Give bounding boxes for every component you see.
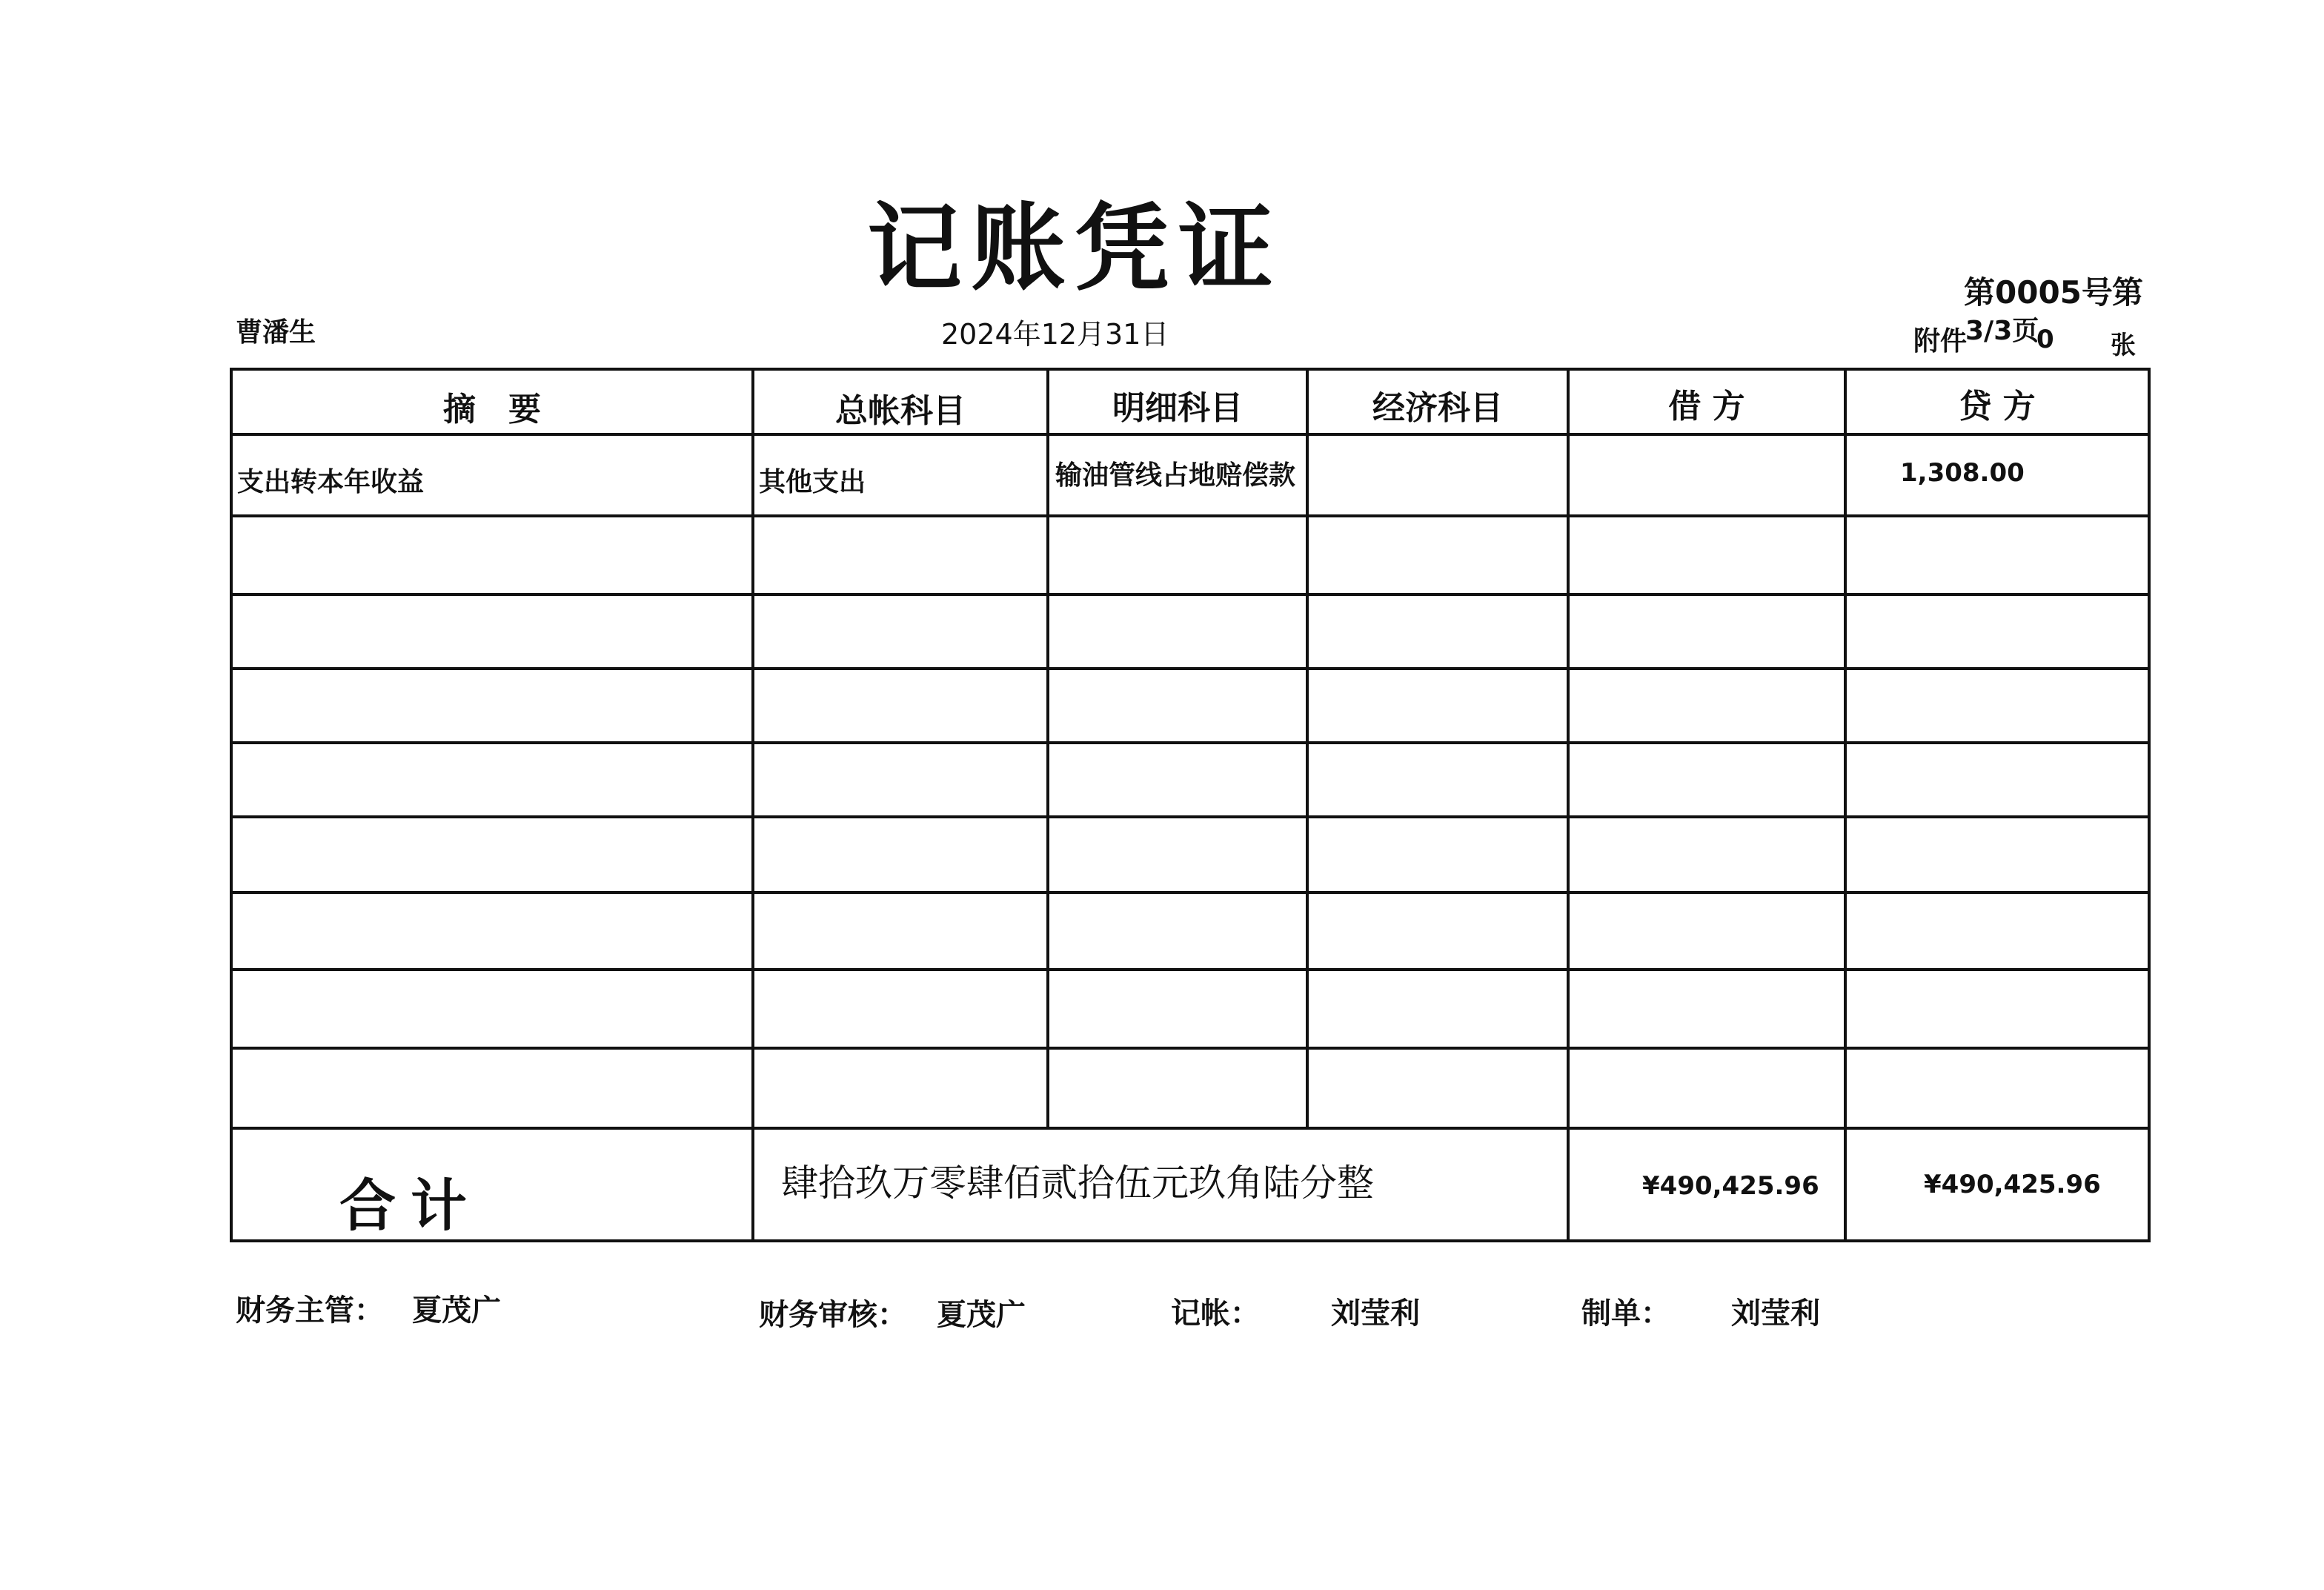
attachment-unit: 张 bbox=[2111, 331, 2136, 360]
total-label: 合计 bbox=[339, 1173, 482, 1239]
row-divider bbox=[230, 891, 2151, 894]
column-divider bbox=[751, 368, 754, 1242]
voucher-date: 2024年12月31日 bbox=[941, 318, 1169, 351]
page-info: 3/3页 bbox=[1965, 316, 2039, 346]
row-general-account: 其他支出 bbox=[759, 467, 866, 497]
column-header-economic-account: 经济科目 bbox=[1372, 389, 1503, 427]
finance-reviewer-name: 夏茂广 bbox=[937, 1298, 1026, 1332]
column-divider bbox=[1306, 368, 1309, 1127]
row-detail-account: 输油管线占地赔偿款 bbox=[1055, 460, 1296, 491]
column-header-general-account: 总帐科目 bbox=[835, 392, 966, 430]
bookkeeper-label: 记帐： bbox=[1171, 1296, 1260, 1331]
column-header-summary: 摘 要 bbox=[443, 391, 541, 428]
row-divider bbox=[230, 968, 2151, 971]
voucher-table bbox=[230, 368, 2151, 1242]
finance-reviewer-label: 财务审核： bbox=[759, 1298, 907, 1332]
finance-manager-label: 财务主管： bbox=[236, 1293, 384, 1328]
total-amount-words: 肆拾玖万零肆佰贰拾伍元玖角陆分整 bbox=[781, 1162, 1374, 1205]
column-header-credit: 贷 方 bbox=[1959, 388, 2036, 425]
column-divider bbox=[1567, 368, 1570, 1242]
bookkeeper-name: 刘莹利 bbox=[1331, 1296, 1420, 1331]
attachment-count: 0 bbox=[2036, 325, 2054, 354]
total-row-divider bbox=[230, 1127, 2151, 1130]
total-credit: ¥490,425.96 bbox=[1924, 1170, 2101, 1199]
preparer-name: 刘莹利 bbox=[1731, 1296, 1820, 1331]
column-divider bbox=[1046, 368, 1049, 1127]
attachment-label: 附件 bbox=[1913, 326, 1968, 357]
row-divider bbox=[230, 593, 2151, 596]
header-row-divider bbox=[230, 433, 2151, 436]
finance-manager-name: 夏茂广 bbox=[412, 1293, 501, 1328]
row-divider bbox=[230, 741, 2151, 744]
row-credit: 1,308.00 bbox=[1900, 458, 2025, 488]
total-debit: ¥490,425.96 bbox=[1642, 1171, 1819, 1201]
row-summary: 支出转本年收益 bbox=[237, 467, 425, 497]
row-divider bbox=[230, 1047, 2151, 1050]
column-header-debit: 借 方 bbox=[1668, 388, 1745, 425]
voucher-di: 第 bbox=[2112, 274, 2144, 311]
row-divider bbox=[230, 667, 2151, 670]
column-header-detail-account: 明细科目 bbox=[1112, 389, 1243, 427]
row-divider bbox=[230, 514, 2151, 517]
company-name: 曹潘生 bbox=[236, 317, 316, 348]
voucher-number: 第0005号 bbox=[1964, 274, 2113, 311]
row-divider bbox=[230, 815, 2151, 818]
preparer-label: 制单： bbox=[1581, 1296, 1670, 1331]
voucher-title: 记账凭证 bbox=[866, 193, 1282, 304]
column-divider bbox=[1844, 368, 1847, 1242]
